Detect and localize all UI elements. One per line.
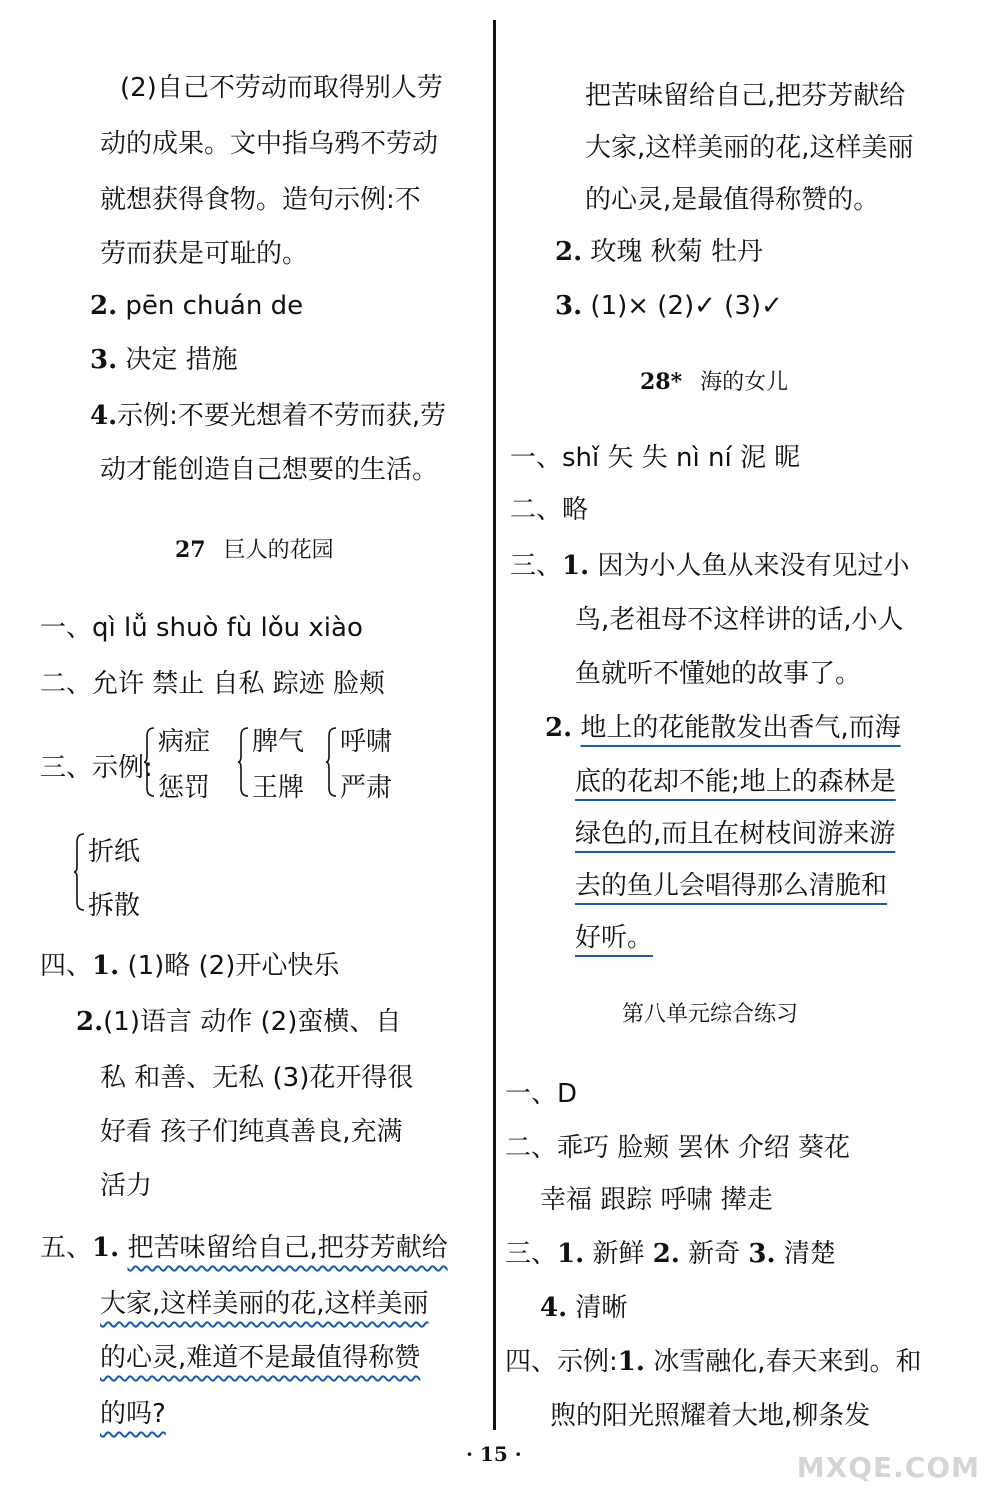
part-5-line4: 的吗? (100, 1399, 166, 1429)
brace-word: 王牌 (252, 773, 305, 803)
section-27-heading: 27 巨人的花园 (175, 537, 334, 563)
brace-word: 脾气 (252, 727, 305, 757)
part-4-q2-line2: 私 和善、无私 (3)花开得很 (100, 1063, 414, 1093)
brace-word: 严肃 (340, 773, 393, 803)
left-line-4: 劳而获是可耻的。 (100, 239, 309, 269)
s28-q2-line5: 好听。 (575, 923, 654, 953)
brace-pair-4 (74, 832, 164, 921)
part-4-q2-line3: 好看 孩子们纯真善良,充满 (100, 1117, 403, 1147)
brace-word: 病症 (158, 727, 211, 757)
answer-4-cont: 动才能创造自己想要的生活。 (100, 455, 439, 485)
right-answer-2: 2. 玫瑰 秋菊 牡丹 (555, 237, 763, 267)
s28-q2: 2. 地上的花能散发出香气,而海 (545, 713, 901, 743)
part-4-q1: 四、1. (1)略 (2)开心快乐 (40, 951, 340, 981)
answer-3: 3. 决定 措施 (90, 345, 238, 375)
right-answer-3: 3. (1)× (2)✓ (3)✓ (555, 291, 783, 321)
s28-q1-line3: 鱼就听不懂她的故事了。 (575, 659, 862, 689)
part-4-q2-line4: 活力 (100, 1171, 153, 1201)
brace-word: 呼啸 (340, 727, 393, 757)
s28-q2-line2: 底的花却不能;地上的森林是 (575, 767, 896, 797)
left-line-2: 动的成果。文中指乌鸦不劳动 (100, 129, 439, 159)
brace-word: 惩罚 (158, 773, 211, 803)
unit-part-3: 三、1. 新鲜 2. 新奇 3. 清楚 (505, 1239, 836, 1269)
right-line-2: 大家,这样美丽的花,这样美丽 (585, 133, 914, 163)
part-5-line3: 的心灵,难道不是最值得称赞 (100, 1343, 421, 1373)
answer-2: 2. pēn chuán de (90, 291, 304, 321)
s28-q1-line2: 鸟,老祖母不这样讲的话,小人 (575, 605, 904, 635)
page-number: · 15 · (466, 1442, 522, 1466)
left-line-1: (2)自己不劳动而取得别人劳 (120, 73, 443, 103)
part-1-pinyin: 一、qì lǚ shuò fù lǒu xiào (40, 613, 363, 643)
part-5-line2: 大家,这样美丽的花,这样美丽 (100, 1289, 429, 1319)
unit-part-3-q4: 4. 清晰 (540, 1293, 628, 1323)
left-line-3: 就想获得食物。造句示例:不 (100, 185, 421, 215)
section-28-heading: 28* 海的女儿 (640, 369, 789, 395)
answer-4: 4.示例:不要光想着不劳而获,劳 (90, 401, 447, 431)
brace-icon (144, 726, 156, 796)
right-line-3: 的心灵,是最值得称赞的。 (585, 185, 880, 215)
s28-part-3-q1: 三、1. 因为小人鱼从来没有见过小 (510, 551, 910, 581)
brace-word: 折纸 (88, 837, 141, 867)
unit-part-4: 四、示例:1. 冰雪融化,春天来到。和 (505, 1347, 922, 1377)
part-4-q2: 2.(1)语言 动作 (2)蛮横、自 (76, 1007, 402, 1037)
s28-q2-line3: 绿色的,而且在树枝间游来游 (575, 819, 896, 849)
part-2-words: 二、允许 禁止 自私 踪迹 脸颊 (40, 669, 386, 699)
brace-pair-1 (144, 726, 234, 808)
s28-part-1: 一、shǐ 矢 失 nì ní 泥 昵 (510, 443, 801, 473)
watermark: MXQE.COM (796, 1451, 980, 1484)
brace-icon (74, 832, 86, 902)
brace-pair-2 (238, 726, 328, 808)
part-3-label: 三、示例: (40, 753, 153, 783)
column-divider (493, 20, 496, 1430)
brace-word: 拆散 (88, 891, 141, 921)
unit-part-1: 一、D (505, 1079, 578, 1109)
right-line-1: 把苦味留给自己,把芬芳献给 (585, 81, 906, 111)
unit-part-2: 二、乖巧 脸颊 罢休 介绍 葵花 (505, 1133, 851, 1163)
part-5-q1: 五、1. 把苦味留给自己,把芬芳献给 (40, 1233, 448, 1263)
s28-part-2: 二、略 (510, 495, 589, 525)
unit-part-2-line2: 幸福 跟踪 呼啸 撵走 (540, 1185, 773, 1215)
brace-icon (238, 726, 250, 796)
unit-8-heading: 第八单元综合练习 (622, 1002, 799, 1027)
brace-icon (326, 726, 338, 796)
brace-pair-3 (326, 726, 416, 808)
unit-part-4-line2: 煦的阳光照耀着大地,柳条发 (550, 1401, 871, 1431)
s28-q2-line4: 去的鱼儿会唱得那么清脆和 (575, 871, 888, 901)
